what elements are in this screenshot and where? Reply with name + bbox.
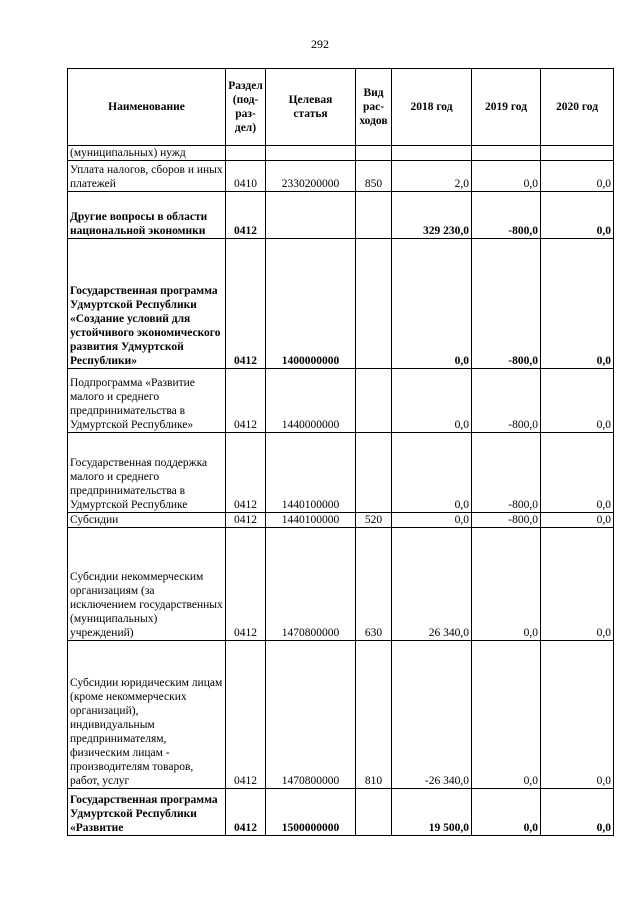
cell-2020: 0,0 (541, 433, 614, 513)
cell-2019: 0,0 (472, 789, 541, 836)
cell-2018: 0,0 (392, 433, 472, 513)
cell-name: Подпрограмма «Развитие малого и среднего предпринимательства в Удмуртской Республике» (68, 369, 226, 433)
cell-2019: -800,0 (472, 239, 541, 369)
header-name: Наименование (68, 69, 226, 146)
cell-2020: 0,0 (541, 161, 614, 192)
cell-target (266, 146, 356, 161)
cell-2019 (472, 146, 541, 161)
cell-2020 (541, 146, 614, 161)
cell-section: 0412 (226, 789, 266, 836)
cell-2020: 0,0 (541, 789, 614, 836)
cell-target: 1500000000 (266, 789, 356, 836)
table-row (68, 161, 614, 192)
cell-target: 1470800000 (266, 641, 356, 789)
cell-target (266, 192, 356, 239)
header-section: Раздел (под- раз- дел) (226, 69, 266, 146)
cell-name: Субсидии юридическим лицам (кроме некоммерческих организаций), индивидуальным предпринимателям, физическим лицам - производителям товаров, работ, услуг (68, 641, 226, 789)
cell-section (226, 146, 266, 161)
header-target: Целевая статья (266, 69, 356, 146)
header-2019: 2019 год (472, 69, 541, 146)
cell-name: Государственная программа Удмуртской Республики «Создание условий для устойчивого экономического развития Удмуртской Республики» (68, 239, 226, 369)
cell-2018: 26 340,0 (392, 528, 472, 641)
cell-2019: 0,0 (472, 161, 541, 192)
cell-target: 1440100000 (266, 513, 356, 528)
cell-2019: 0,0 (472, 641, 541, 789)
cell-2019: -800,0 (472, 433, 541, 513)
cell-name: Государственная поддержка малого и среднего предпринимательства в Удмуртской Республике (68, 433, 226, 513)
cell-expense-type (356, 789, 392, 836)
page-number: 292 (311, 37, 329, 51)
table-row (68, 528, 614, 641)
table-row (68, 369, 614, 433)
table-row (68, 239, 614, 369)
cell-name: Субсидии (68, 513, 226, 528)
cell-name: Другие вопросы в области национальной экономики (68, 192, 226, 239)
table-row (68, 789, 614, 836)
cell-name: (муниципальных) нужд (68, 146, 226, 161)
cell-2018: -26 340,0 (392, 641, 472, 789)
table-row (68, 433, 614, 513)
cell-2018: 0,0 (392, 369, 472, 433)
cell-2020: 0,0 (541, 528, 614, 641)
cell-expense-type: 810 (356, 641, 392, 789)
cell-2018: 19 500,0 (392, 789, 472, 836)
cell-target: 1400000000 (266, 239, 356, 369)
cell-2018 (392, 146, 472, 161)
table-row (68, 641, 614, 789)
cell-section: 0412 (226, 369, 266, 433)
header-2020: 2020 год (541, 69, 614, 146)
cell-expense-type: 850 (356, 161, 392, 192)
cell-target: 1470800000 (266, 528, 356, 641)
header-expense-type: Вид рас- ходов (356, 69, 392, 146)
cell-2018: 0,0 (392, 513, 472, 528)
table-row (68, 192, 614, 239)
cell-2019: -800,0 (472, 192, 541, 239)
table-header-row (68, 69, 614, 146)
cell-section: 0412 (226, 641, 266, 789)
cell-section: 0412 (226, 192, 266, 239)
cell-2019: 0,0 (472, 528, 541, 641)
cell-target: 1440000000 (266, 369, 356, 433)
cell-expense-type (356, 192, 392, 239)
cell-2020: 0,0 (541, 641, 614, 789)
cell-2020: 0,0 (541, 239, 614, 369)
cell-expense-type (356, 239, 392, 369)
cell-target: 1440100000 (266, 433, 356, 513)
cell-section: 0412 (226, 528, 266, 641)
cell-section: 0410 (226, 161, 266, 192)
cell-name: Уплата налогов, сборов и иных платежей (68, 161, 226, 192)
cell-expense-type (356, 369, 392, 433)
cell-name: Государственная программа Удмуртской Республики «Развитие (68, 789, 226, 836)
cell-2018: 0,0 (392, 239, 472, 369)
cell-name: Субсидии некоммерческим организациям (за исключением государственных (муниципальных) учреждений) (68, 528, 226, 641)
cell-section: 0412 (226, 513, 266, 528)
cell-expense-type: 630 (356, 528, 392, 641)
cell-2020: 0,0 (541, 513, 614, 528)
budget-table (67, 68, 614, 836)
cell-2019: -800,0 (472, 513, 541, 528)
cell-section: 0412 (226, 239, 266, 369)
cell-expense-type (356, 146, 392, 161)
table-row (68, 513, 614, 528)
cell-expense-type (356, 433, 392, 513)
cell-2019: -800,0 (472, 369, 541, 433)
cell-2018: 2,0 (392, 161, 472, 192)
cell-2020: 0,0 (541, 192, 614, 239)
table-row (68, 146, 614, 161)
cell-target: 2330200000 (266, 161, 356, 192)
cell-2018: 329 230,0 (392, 192, 472, 239)
header-2018: 2018 год (392, 69, 472, 146)
cell-expense-type: 520 (356, 513, 392, 528)
cell-section: 0412 (226, 433, 266, 513)
cell-2020: 0,0 (541, 369, 614, 433)
